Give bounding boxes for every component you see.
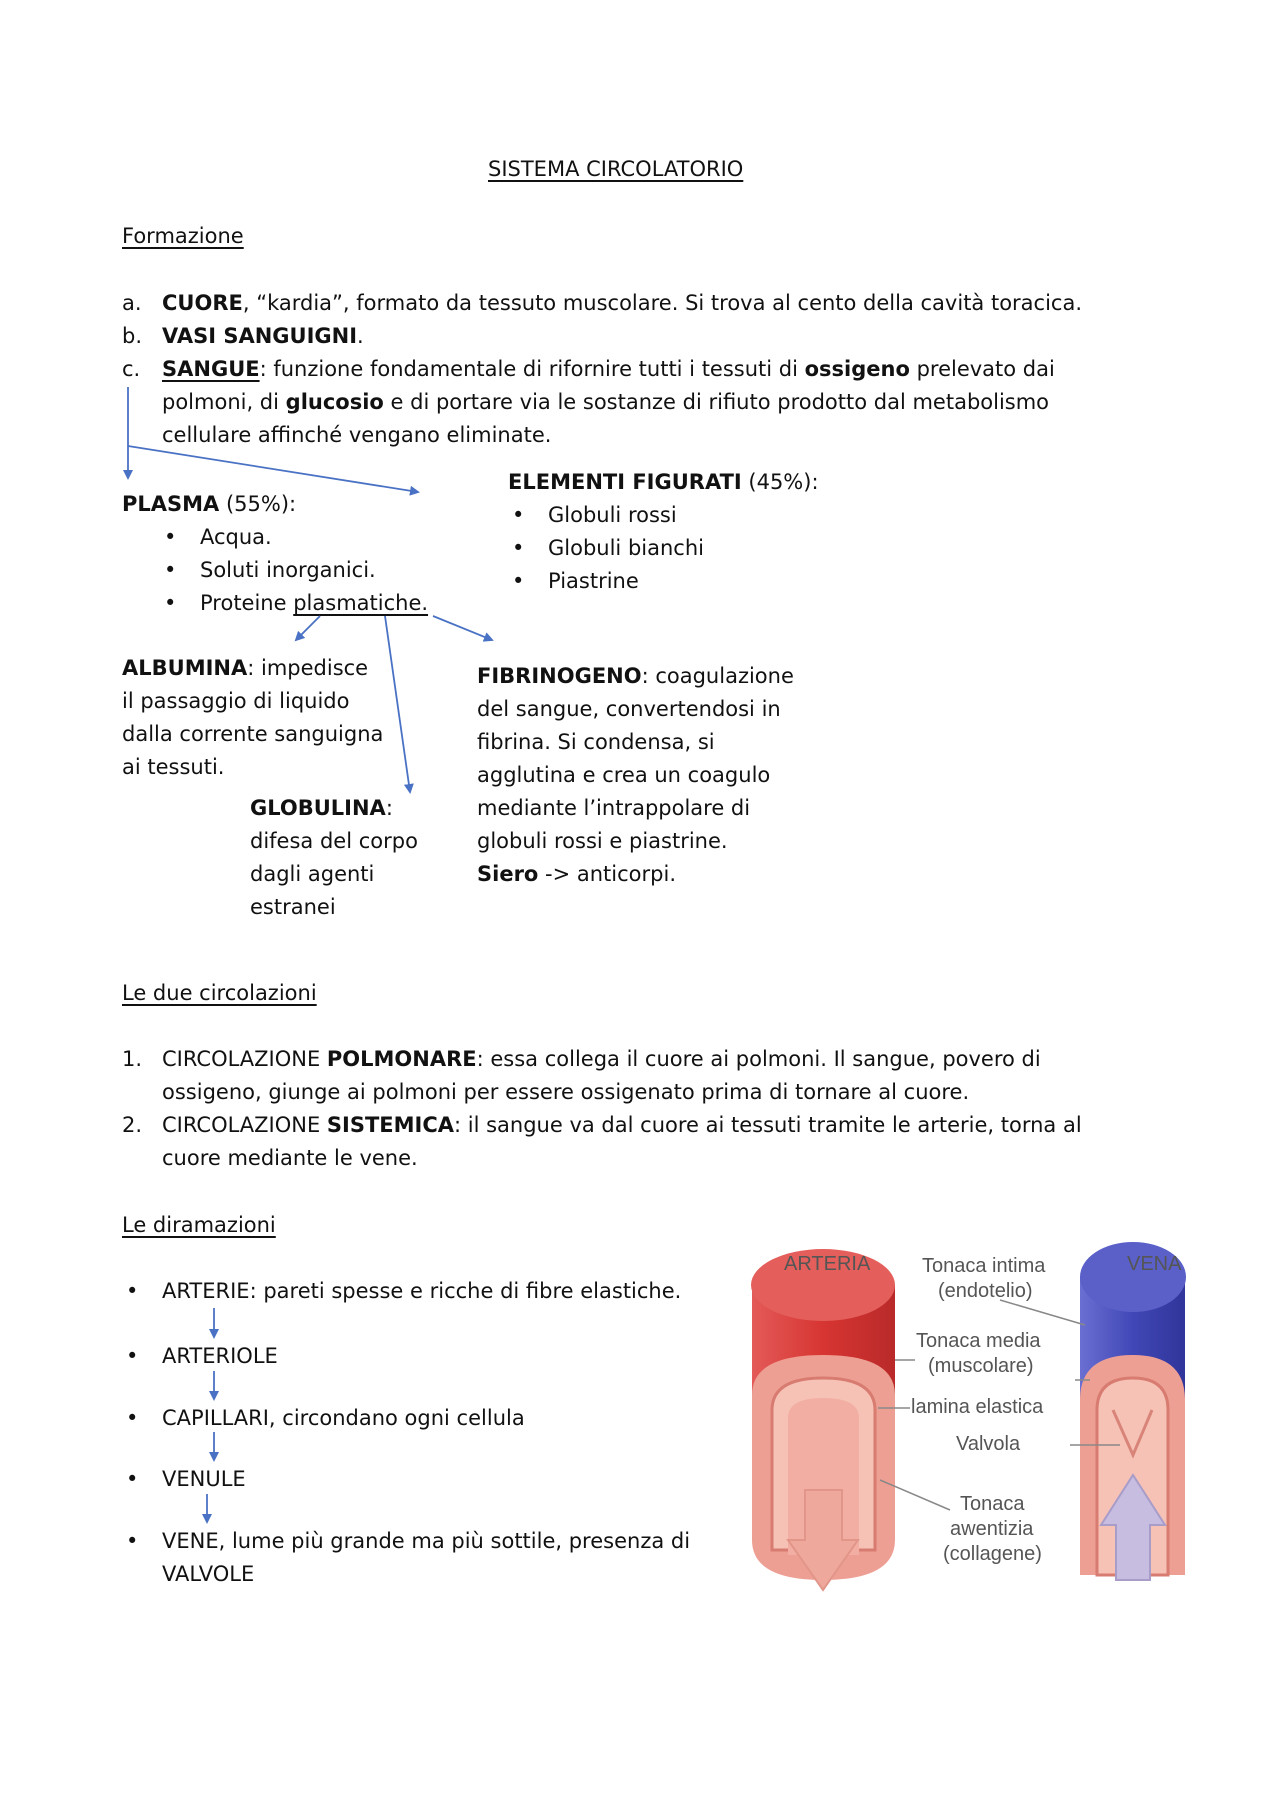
globulina-line: estranei: [250, 895, 336, 919]
fibrinogeno-line: fibrina. Si condensa, si: [477, 730, 715, 754]
plasma-item: • Acqua.: [200, 521, 272, 554]
artery-illustration: [751, 1249, 895, 1590]
label-awentizia: awentizia: [950, 1518, 1034, 1540]
diramazione-item-line2: VALVOLE: [162, 1562, 255, 1586]
fibrinogeno-line: agglutina e crea un coagulo: [477, 763, 771, 787]
list-item-cuore: a. CUORE, “kardia”, formato da tessuto muscolare. Si trova al cento della cavità toracica.: [122, 291, 1083, 315]
plasma-item: • Proteine plasmatiche.: [200, 587, 428, 620]
diramazione-item: • VENE, lume più grande ma più sottile, presenza di: [162, 1525, 690, 1558]
siero-line: Siero -> anticorpi.: [477, 862, 676, 886]
fibrinogeno-line: del sangue, convertendosi in: [477, 697, 781, 721]
fibrinogeno-block: FIBRINOGENO: coagulazione: [477, 664, 794, 688]
label-vena: VENA: [1127, 1253, 1182, 1275]
label-tonaca-intima: Tonaca intima: [922, 1255, 1046, 1277]
diramazione-item: • CAPILLARI, circondano ogni cellula: [162, 1402, 525, 1435]
label-collagene: (collagene): [943, 1543, 1042, 1565]
globulina-line: difesa del corpo: [250, 829, 418, 853]
section-heading-diramazioni: Le diramazioni: [122, 1213, 276, 1237]
label-tonaca: Tonaca: [960, 1493, 1025, 1515]
elementi-item: • Piastrine: [548, 565, 639, 598]
list-item-sangue: c. SANGUE: funzione fondamentale di rifornire tutti i tessuti di ossigeno prelevato dai: [122, 357, 1055, 381]
plasma-item: • Soluti inorganici.: [200, 554, 376, 587]
albumina-block: ALBUMINA: impedisce: [122, 656, 369, 680]
section-heading-formazione: Formazione: [122, 224, 244, 248]
label-endotelio: (endotelio): [938, 1280, 1033, 1302]
list-item-sangue-line2: polmoni, di glucosio e di portare via le sostanze di rifiuto prodotto dal metabolismo: [162, 390, 1050, 414]
label-muscolare: (muscolare): [928, 1355, 1034, 1377]
albumina-line: dalla corrente sanguigna: [122, 722, 384, 746]
globulina-line: dagli agenti: [250, 862, 375, 886]
label-lamina-elastica: lamina elastica: [911, 1396, 1044, 1418]
elementi-title: ELEMENTI FIGURATI (45%):: [508, 470, 819, 494]
globulina-block: GLOBULINA:: [250, 796, 393, 820]
circolazione-polmonare-line2: ossigeno, giunge ai polmoni per essere ossigenato prima di tornare al cuore.: [162, 1080, 970, 1104]
section-heading-circolazioni: Le due circolazioni: [122, 981, 317, 1005]
vein-illustration: [1080, 1242, 1186, 1580]
fibrinogeno-line: globuli rossi e piastrine.: [477, 829, 728, 853]
albumina-line: ai tessuti.: [122, 755, 225, 779]
circolazione-sistemica: 2. CIRCOLAZIONE SISTEMICA: il sangue va dal cuore ai tessuti tramite le arterie, torna al: [122, 1113, 1082, 1137]
page-title: SISTEMA CIRCOLATORIO: [488, 157, 744, 181]
plasma-title: PLASMA (55%):: [122, 492, 297, 516]
circolazione-sistemica-line2: cuore mediante le vene.: [162, 1146, 418, 1170]
label-valvola: Valvola: [956, 1433, 1021, 1455]
diramazione-item: • VENULE: [162, 1463, 246, 1496]
label-arteria: ARTERIA: [784, 1253, 871, 1275]
elementi-item: • Globuli bianchi: [548, 532, 704, 565]
label-tonaca-media: Tonaca media: [916, 1330, 1041, 1352]
diramazione-item: • ARTERIOLE: [162, 1340, 278, 1373]
list-item-vasi: b. VASI SANGUIGNI.: [122, 324, 364, 348]
fibrinogeno-line: mediante l’intrappolare di: [477, 796, 751, 820]
elementi-item: • Globuli rossi: [548, 499, 677, 532]
circolazione-polmonare: 1. CIRCOLAZIONE POLMONARE: essa collega il cuore ai polmoni. Il sangue, povero di: [122, 1047, 1041, 1071]
list-item-sangue-line3: cellulare affinché vengano eliminate.: [162, 423, 552, 447]
diramazione-item: • ARTERIE: pareti spesse e ricche di fibre elastiche.: [162, 1275, 681, 1308]
albumina-line: il passaggio di liquido: [122, 689, 350, 713]
